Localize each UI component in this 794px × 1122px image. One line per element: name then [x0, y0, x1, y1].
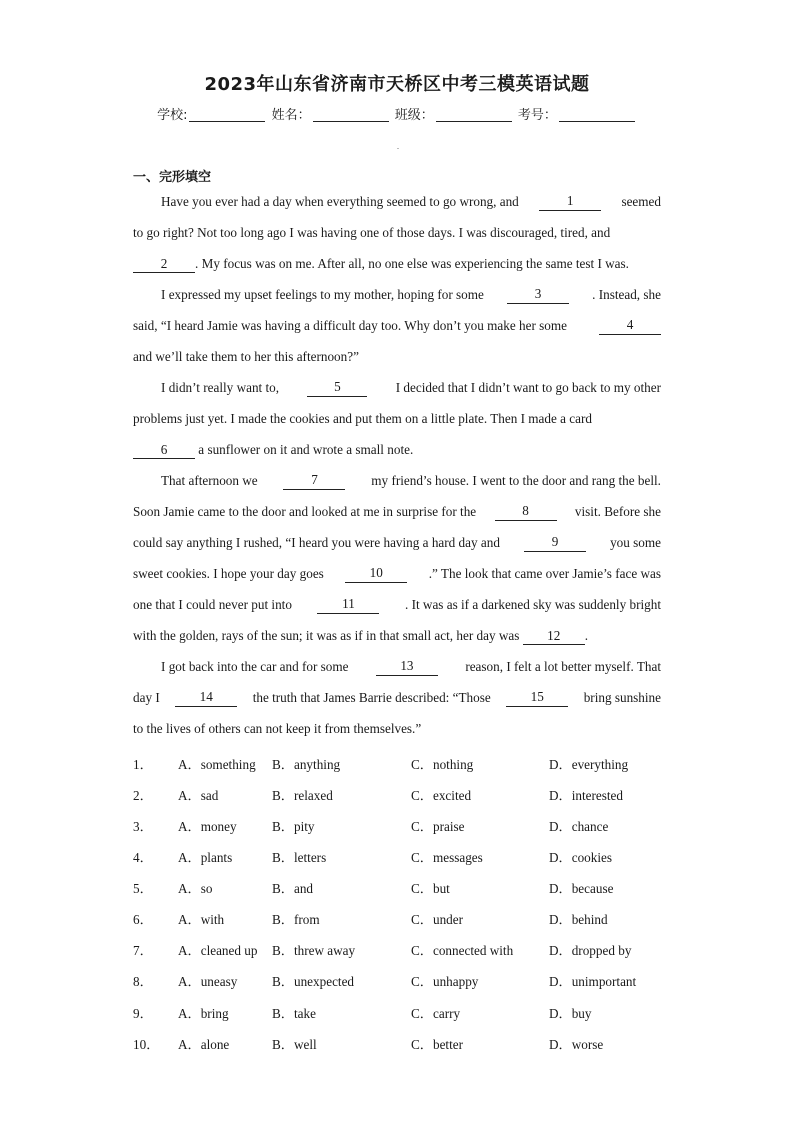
passage-line [133, 565, 661, 583]
option-b: B．threw away [272, 943, 356, 958]
option-row [133, 940, 693, 958]
passage-text: visit. Before she [574, 504, 661, 519]
question-number: 6． [133, 912, 153, 927]
option-d: D．cookies [549, 850, 612, 865]
passage-text: reason, I felt a lot better myself. That [465, 659, 661, 674]
option-b: B．relaxed [272, 788, 333, 803]
page-title: 2023年山东省济南市天桥区中考三模英语试题 [204, 74, 590, 95]
blank-10: 10 [345, 565, 407, 583]
passage-text: seemed [621, 194, 661, 209]
passage-text: bring sunshine [583, 690, 661, 705]
option-row [133, 909, 693, 927]
question-number: 3． [133, 819, 153, 834]
option-b: B．take [272, 1006, 316, 1021]
question-number: 7． [133, 943, 153, 958]
name-blank [313, 107, 389, 122]
blank-15: 15 [506, 689, 568, 707]
option-c: C．excited [411, 788, 472, 803]
option-b: B．well [272, 1037, 317, 1052]
passage-line [161, 658, 661, 676]
passage-text: sweet cookies. I hope your day goes [133, 566, 324, 581]
passage-line [133, 441, 661, 459]
option-b: B．anything [272, 757, 341, 772]
question-number: 1． [133, 757, 153, 772]
passage-line [133, 255, 661, 273]
option-c: C．better [411, 1037, 464, 1052]
passage-line [161, 286, 661, 304]
passage-text: Have you ever had a day when everything seemed to go wrong, and [161, 194, 519, 209]
option-b: B．unexpected [272, 974, 355, 989]
school-label: 学校: [157, 108, 188, 123]
option-d: D．because [549, 881, 614, 896]
passage-line [133, 317, 661, 335]
option-d: D．chance [549, 819, 609, 834]
blank-13: 13 [376, 658, 438, 676]
passage-text: . My focus was on me. After all, no one else was experiencing the same test I was. [195, 256, 629, 271]
option-a: A．plants [178, 850, 233, 865]
passage-text: . [584, 628, 588, 643]
passage-line [161, 472, 661, 490]
option-a: A．sad [178, 788, 219, 803]
blank-4: 4 [599, 317, 661, 335]
passage-text: .” The look that came over Jamie’s face was [428, 566, 661, 581]
option-c: C．carry [411, 1006, 461, 1021]
passage-text: and we’ll take them to her this afternoon?” [133, 349, 359, 364]
option-row [133, 847, 693, 865]
option-c: C．under [411, 912, 464, 927]
blank-3: 3 [507, 286, 569, 304]
option-d: D．interested [549, 788, 623, 803]
passage-line [161, 193, 661, 211]
option-a: A．cleaned up [178, 943, 258, 958]
option-row [133, 878, 693, 896]
passage-text: to the lives of others can not keep it from themselves.” [133, 721, 422, 736]
option-c: C．nothing [411, 757, 474, 772]
passage-line [133, 596, 661, 614]
passage-line [133, 410, 661, 428]
option-a: A．so [178, 881, 213, 896]
option-d: D．behind [549, 912, 608, 927]
scan-dot [397, 148, 399, 149]
blank-5: 5 [307, 379, 367, 397]
blank-7: 7 [283, 472, 345, 490]
option-d: D．unimportant [549, 974, 637, 989]
passage-text: I got back into the car and for some [161, 659, 349, 674]
passage-text: said, “I heard Jamie was having a difficult day too. Why don’t you make her some [133, 318, 567, 333]
passage-text: problems just yet. I made the cookies and put them on a little plate. Then I made a card [133, 411, 592, 426]
question-number: 10． [133, 1037, 160, 1052]
option-a: A．bring [178, 1006, 229, 1021]
passage-text: the truth that James Barrie described: “Those [252, 690, 491, 705]
passage-line [161, 379, 661, 397]
passage-text: . Instead, she [592, 287, 661, 302]
option-row [133, 1034, 693, 1052]
passage-text: I decided that I didn’t want to go back to my other [395, 380, 661, 395]
option-b: B．pity [272, 819, 315, 834]
option-a: A．uneasy [178, 974, 238, 989]
blank-12: 12 [523, 628, 585, 645]
blank-6: 6 [133, 442, 195, 459]
option-d: D．buy [549, 1006, 592, 1021]
option-b: B．and [272, 881, 314, 896]
option-c: C．unhappy [411, 974, 479, 989]
passage-line [133, 720, 661, 738]
option-b: B．letters [272, 850, 327, 865]
blank-14: 14 [175, 689, 237, 707]
option-d: D．worse [549, 1037, 604, 1052]
number-label: 考号： [517, 108, 557, 123]
blank-8: 8 [495, 503, 557, 521]
passage-line [133, 534, 661, 552]
blank-11: 11 [317, 596, 379, 614]
option-d: D．dropped by [549, 943, 632, 958]
class-label: 班级： [394, 108, 434, 123]
question-number: 4． [133, 850, 153, 865]
passage-line [133, 224, 661, 242]
passage-text: I didn’t really want to, [161, 380, 280, 395]
passage-text: day I [133, 690, 160, 705]
option-b: B．from [272, 912, 320, 927]
school-blank [189, 107, 265, 122]
passage-text: one that I could never put into [133, 597, 292, 612]
option-a: A．money [178, 819, 237, 834]
option-row [133, 1003, 693, 1021]
option-a: A．something [178, 757, 256, 772]
number-blank [559, 107, 635, 122]
passage-text: could say anything I rushed, “I heard you were having a hard day and [133, 535, 500, 550]
question-number: 9． [133, 1006, 153, 1021]
option-c: C．but [411, 881, 450, 896]
option-c: C．praise [411, 819, 465, 834]
option-d: D．everything [549, 757, 629, 772]
option-row [133, 816, 693, 834]
option-c: C．connected with [411, 943, 514, 958]
passage-text: my friend’s house. I went to the door and rang the bell. [371, 473, 661, 488]
blank-2: 2 [133, 256, 195, 273]
option-a: A．alone [178, 1037, 230, 1052]
blank-9: 9 [524, 534, 586, 552]
blank-1: 1 [539, 193, 601, 211]
passage-text: . It was as if a darkened sky was suddenly bright [404, 597, 661, 612]
passage-text: a sunflower on it and wrote a small note. [198, 442, 414, 457]
passage-line [133, 503, 661, 521]
question-number: 5． [133, 881, 153, 896]
option-row [133, 754, 693, 772]
question-number: 8． [133, 974, 153, 989]
passage-text: to go right? Not too long ago I was having one of those days. I was discouraged, tired, and [133, 225, 611, 240]
passage-text: Soon Jamie came to the door and looked at me in surprise for the [133, 504, 477, 519]
passage-text: you some [610, 535, 661, 550]
option-row [133, 785, 693, 803]
passage-text: I expressed my upset feelings to my mother, hoping for some [161, 287, 484, 302]
section-heading: 一、完形填空 [133, 170, 212, 185]
option-a: A．with [178, 912, 225, 927]
option-row [133, 971, 693, 989]
passage-line [133, 689, 661, 707]
question-number: 2． [133, 788, 153, 803]
passage-line [133, 627, 661, 645]
passage-text: with the golden, rays of the sun; it was as if in that small act, her day was [133, 628, 520, 643]
passage-line [133, 348, 661, 366]
option-c: C．messages [411, 850, 483, 865]
passage-text: That afternoon we [161, 473, 258, 488]
name-label: 姓名： [271, 108, 311, 123]
student-info-line [0, 104, 794, 123]
class-blank [436, 107, 512, 122]
